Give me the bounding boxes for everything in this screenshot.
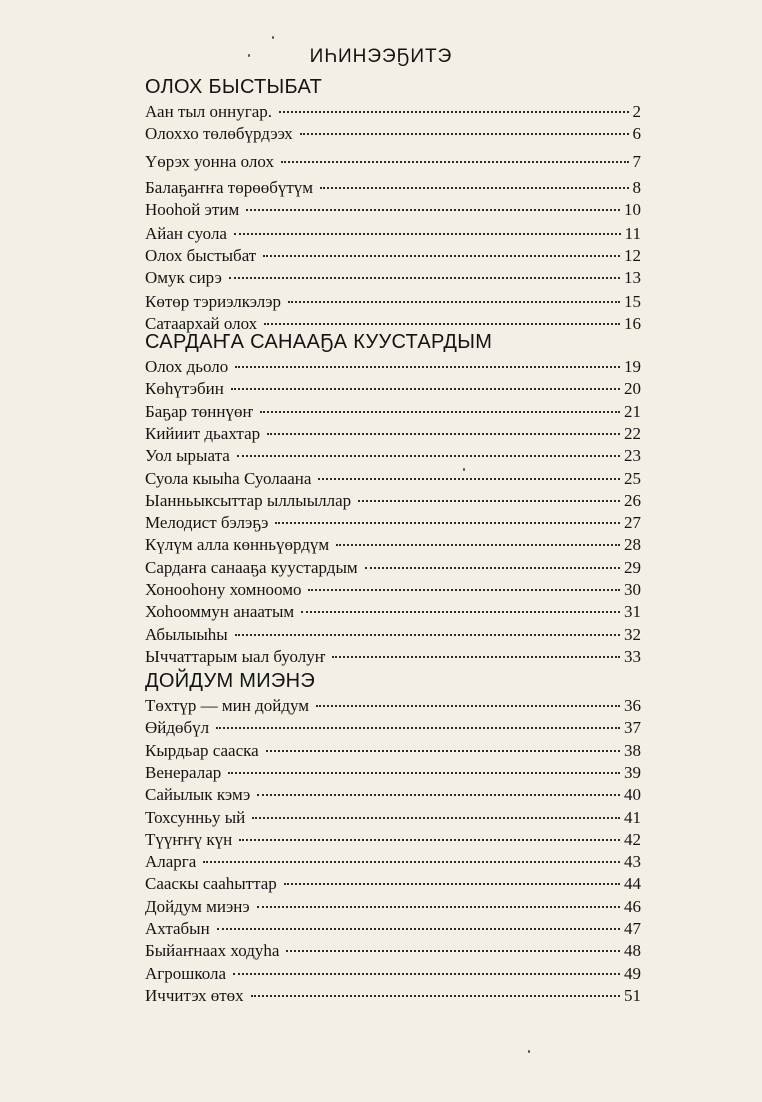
dot-leader (318, 478, 620, 480)
dot-leader (301, 611, 620, 613)
toc-entry-page: 36 (624, 696, 641, 715)
toc-entry[interactable] (145, 941, 641, 963)
toc-entry-page: 40 (624, 785, 641, 804)
toc-entry[interactable] (145, 224, 641, 246)
toc-entry[interactable] (145, 491, 641, 513)
toc-entry-title: Олох быстыбат (145, 246, 257, 265)
toc-entry-title: Иччитэх өтөх (145, 986, 244, 1005)
toc-entry[interactable] (145, 246, 641, 268)
dot-leader (275, 522, 620, 524)
toc-entry-title: Кырдьар сааска (145, 741, 259, 760)
toc-entry-page: 37 (624, 718, 641, 737)
section-heading: ДОЙДУМ МИЭНЭ (145, 670, 315, 692)
dot-leader (260, 411, 620, 413)
toc-entry-page: 6 (632, 124, 641, 143)
toc-entry[interactable] (145, 292, 641, 314)
toc-entry[interactable] (145, 625, 641, 647)
toc-entry-title: Аларга (145, 852, 197, 871)
toc-entry-page: 10 (624, 200, 641, 219)
dot-leader (281, 161, 629, 163)
dot-leader (332, 656, 620, 658)
toc-entry-title: Сааскы сааһыттар (145, 874, 277, 893)
toc-entry-title: Сайылык кэмэ (145, 785, 251, 804)
toc-entry-page: 21 (624, 402, 641, 421)
toc-entry-page: 44 (624, 874, 641, 893)
toc-entry-title: Агрошкола (145, 964, 227, 983)
toc-entry[interactable] (145, 763, 641, 785)
toc-entry-page: 23 (624, 446, 641, 465)
toc-entry-title: Кийиит дьахтар (145, 424, 261, 443)
toc-entry[interactable] (145, 124, 641, 146)
toc-entry-page: 33 (624, 647, 641, 666)
toc-entry[interactable] (145, 647, 641, 669)
toc-entry[interactable] (145, 964, 641, 986)
dot-leader (263, 255, 620, 257)
toc-entry-page: 41 (624, 808, 641, 827)
dot-leader (246, 209, 620, 211)
toc-entry[interactable] (145, 379, 641, 401)
toc-entry-title: Үөрэх уонна олох (145, 152, 274, 171)
toc-entry-page: 42 (624, 830, 641, 849)
dot-leader (237, 455, 620, 457)
toc-entry[interactable] (145, 874, 641, 896)
toc-entry-page: 31 (624, 602, 641, 621)
toc-entry-page: 39 (624, 763, 641, 782)
toc-entry[interactable] (145, 785, 641, 807)
toc-entry[interactable] (145, 897, 641, 919)
toc-entry-page: 26 (624, 491, 641, 510)
toc-entry[interactable] (145, 852, 641, 874)
dot-leader (235, 366, 620, 368)
toc-entry[interactable] (145, 696, 641, 718)
toc-entry-page: 51 (624, 986, 641, 1005)
dot-leader (239, 839, 620, 841)
toc-entry-page: 27 (624, 513, 641, 532)
toc-entry-page: 19 (624, 357, 641, 376)
toc-entry-title: Омук сирэ (145, 268, 222, 287)
toc-entry[interactable] (145, 178, 641, 200)
toc-entry-page: 32 (624, 625, 641, 644)
toc-entry-title: Хоһооммун анаатым (145, 602, 295, 621)
dot-leader (300, 133, 629, 135)
toc-entry-title: Суола кыыһа Суолаана (145, 469, 312, 488)
toc-entry[interactable] (145, 580, 641, 602)
dot-leader (257, 906, 620, 908)
toc-entry-title: Олоххо төлөбүрдээх (145, 124, 293, 143)
toc-entry[interactable] (145, 808, 641, 830)
toc-entry-page: 11 (624, 224, 641, 243)
toc-entry-title: Ыччаттарым ыал буолуҥ (145, 647, 326, 666)
toc-entry-title: Көтөр тэриэлкэлэр (145, 292, 282, 311)
dot-leader (336, 544, 620, 546)
page-title: ИҺИНЭЭҔИТЭ (309, 46, 453, 67)
toc-entry[interactable] (145, 200, 641, 222)
toc-entry-page: 2 (632, 102, 641, 121)
toc-entry-title: Сардаҥа санааҕа куустардым (145, 558, 358, 577)
dot-leader (231, 388, 620, 390)
toc-entry-page: 48 (624, 941, 641, 960)
toc-entry-title: Уол ырыата (145, 446, 230, 465)
toc-entry-page: 25 (624, 469, 641, 488)
toc-entry-title: Айан суола (145, 224, 227, 243)
toc-entry[interactable] (145, 446, 641, 468)
dot-leader (284, 883, 620, 885)
toc-entry-page: 7 (632, 152, 641, 171)
dot-leader (251, 995, 620, 997)
toc-entry[interactable] (145, 602, 641, 624)
toc-entry-page: 16 (624, 314, 641, 333)
toc-entry[interactable] (145, 357, 641, 379)
dot-leader (228, 772, 620, 774)
toc-entry[interactable] (145, 402, 641, 424)
toc-entry[interactable] (145, 986, 641, 1008)
toc-entry-page: 38 (624, 741, 641, 760)
toc-entry-page: 8 (632, 178, 641, 197)
toc-entry[interactable] (145, 268, 641, 290)
dot-leader (257, 794, 620, 796)
dot-leader (235, 634, 620, 636)
toc-entry[interactable] (145, 469, 641, 491)
toc-entry-title: Балаҕаҥҥа төрөөбүтүм (145, 178, 314, 197)
toc-entry[interactable] (145, 424, 641, 446)
dot-leader (286, 950, 620, 952)
toc-entry-title: Венералар (145, 763, 222, 782)
toc-entry[interactable] (145, 558, 641, 580)
dot-leader (229, 277, 620, 279)
toc-entry[interactable] (145, 741, 641, 763)
toc-entry[interactable] (145, 513, 641, 535)
page-mark (528, 1050, 530, 1053)
toc-entry[interactable] (145, 102, 641, 124)
section-heading: ОЛОХ БЫСТЫБАТ (145, 76, 323, 98)
toc-entry-title: Көһүтэбин (145, 379, 224, 398)
toc-entry-title: Мелодист бэлэҕэ (145, 513, 269, 532)
toc-entry-title: Баҕар төннүөҥ (145, 402, 254, 421)
dot-leader (266, 750, 620, 752)
dot-leader (234, 233, 621, 235)
dot-leader (288, 301, 620, 303)
dot-leader (308, 589, 620, 591)
toc-entry-title: Абылыыһы (145, 625, 228, 644)
dot-leader (203, 861, 620, 863)
toc-entry-page: 49 (624, 964, 641, 983)
toc-entry-title: Олох дьоло (145, 357, 229, 376)
toc-entry-page: 28 (624, 535, 641, 554)
toc-entry[interactable] (145, 535, 641, 557)
toc-entry-page: 29 (624, 558, 641, 577)
dot-leader (320, 187, 628, 189)
toc-entry-title: Ахтабын (145, 919, 210, 938)
toc-entry-title: Күлүм алла көнньүөрдүм (145, 535, 330, 554)
toc-entry-title: Аан тыл оннугар. (145, 102, 272, 121)
toc-entry-title: Дойдум миэнэ (145, 897, 250, 916)
toc-entry-title: Түүҥҥү күн (145, 830, 233, 849)
dot-leader (264, 323, 620, 325)
toc-entry-title: Быйаҥнаах ходуһа (145, 941, 280, 960)
toc-entry-page: 30 (624, 580, 641, 599)
dot-leader (267, 433, 620, 435)
page-mark (248, 54, 250, 57)
dot-leader (316, 705, 620, 707)
toc-entry-page: 15 (624, 292, 641, 311)
dot-leader (252, 817, 620, 819)
toc-entry-title: Нооһой этим (145, 200, 240, 219)
dot-leader (233, 973, 620, 975)
toc-entry-page: 12 (624, 246, 641, 265)
dot-leader (216, 727, 620, 729)
section-heading: САРДАҤА САНААҔА КУУСТАРДЫМ (145, 331, 493, 353)
toc-entry-title: Сатаархай олох (145, 314, 258, 333)
toc-entry-title: Хонооһону хомноомо (145, 580, 302, 599)
dot-leader (279, 111, 629, 113)
toc-entry-page: 13 (624, 268, 641, 287)
dot-leader (365, 567, 620, 569)
page-mark (463, 468, 465, 471)
toc-entry-page: 22 (624, 424, 641, 443)
toc-entry[interactable] (145, 718, 641, 740)
dot-leader (217, 928, 620, 930)
toc-entry-title: Тохсунньу ый (145, 808, 246, 827)
toc-entry[interactable] (145, 919, 641, 941)
page-mark (272, 36, 274, 39)
dot-leader (358, 500, 620, 502)
toc-entry-page: 46 (624, 897, 641, 916)
toc-entry-title: Өйдөбүл (145, 718, 210, 737)
toc-entry[interactable] (145, 830, 641, 852)
toc-entry-page: 43 (624, 852, 641, 871)
toc-entry[interactable] (145, 152, 641, 174)
toc-entry-page: 20 (624, 379, 641, 398)
toc-entry-title: Ыанньыксыттар ыллыыллар (145, 491, 352, 510)
toc-entry-page: 47 (624, 919, 641, 938)
toc-entry-title: Төхтүр — мин дойдум (145, 696, 310, 715)
